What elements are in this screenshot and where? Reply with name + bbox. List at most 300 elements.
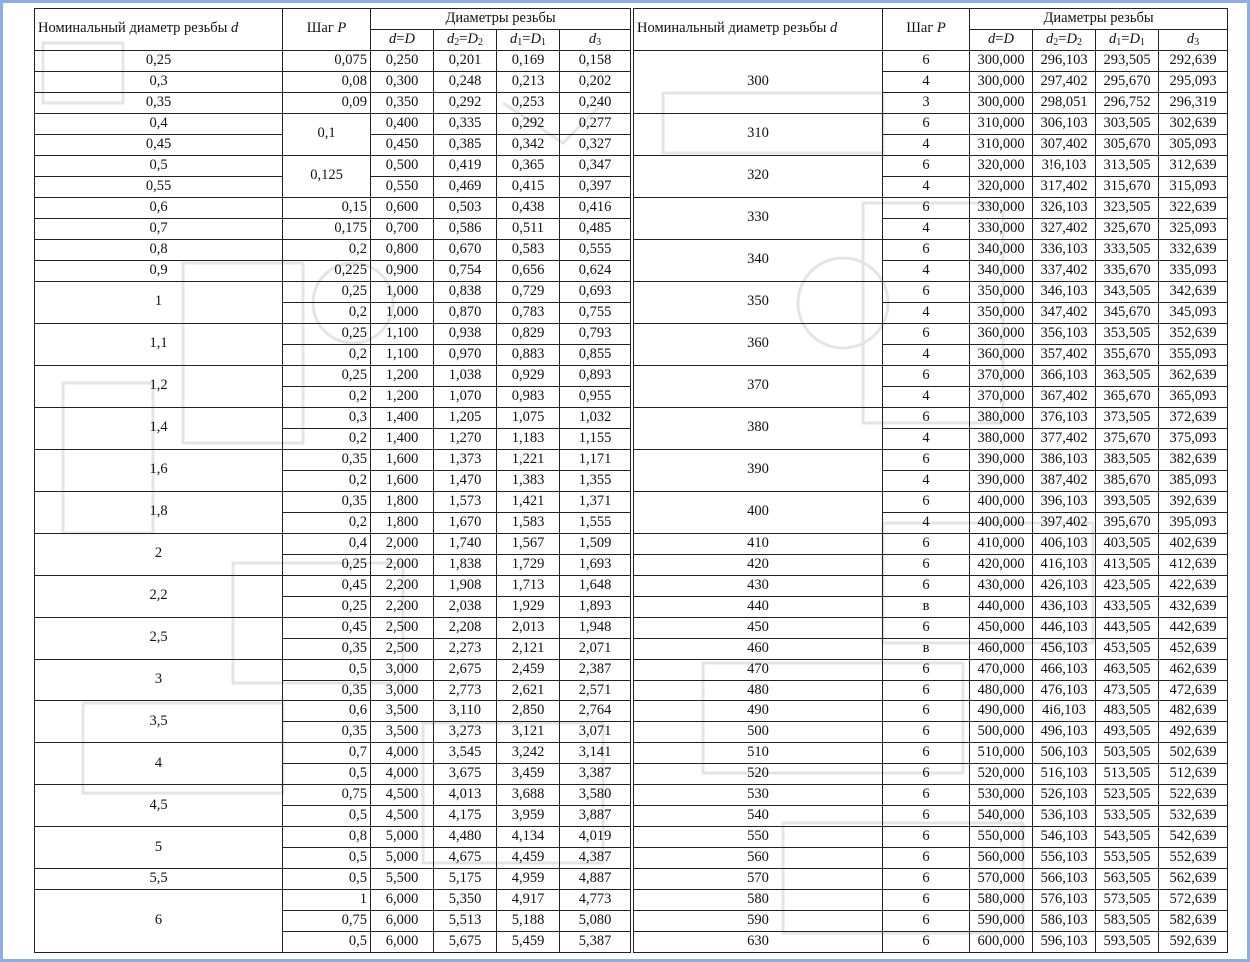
pitch-cell: 0,2 <box>283 302 371 323</box>
diameter-value-cell: 496,103 <box>1033 722 1096 743</box>
diameter-value-cell: 2,200 <box>371 596 434 617</box>
pitch-cell: 6 <box>883 617 970 638</box>
table-row <box>35 260 631 281</box>
pitch-cell: 6 <box>883 911 970 932</box>
diameter-value-cell: 0,870 <box>434 302 497 323</box>
diameter-value-cell: 5,675 <box>434 932 497 953</box>
diameter-value-cell: 5,500 <box>371 869 434 890</box>
nominal-diameter-cell: 2 <box>35 533 283 575</box>
diameter-value-cell: 3,121 <box>497 722 560 743</box>
pitch-cell: 4 <box>883 470 970 491</box>
diameter-value-cell: 3,242 <box>497 743 560 764</box>
nominal-diameter-cell: 4,5 <box>35 785 283 827</box>
diameter-value-cell: 372,639 <box>1159 407 1228 428</box>
diameter-value-cell: 553,505 <box>1096 848 1159 869</box>
diameter-value-cell: 493,505 <box>1096 722 1159 743</box>
nominal-diameter-cell: 320 <box>634 155 883 197</box>
diameter-value-cell: 303,505 <box>1096 113 1159 134</box>
diameter-value-cell: 305,670 <box>1096 134 1159 155</box>
diameter-value-cell: 420,000 <box>970 554 1033 575</box>
diameter-value-cell: 1,800 <box>371 491 434 512</box>
diameter-value-cell: 313,505 <box>1096 155 1159 176</box>
thread-table-left <box>34 8 631 953</box>
header-thread-diameters: Диаметры резьбы <box>371 9 631 30</box>
diameter-value-cell: 443,505 <box>1096 617 1159 638</box>
diameter-value-cell: 1,205 <box>434 407 497 428</box>
table-row <box>35 575 631 596</box>
nominal-diameter-cell: 0,55 <box>35 176 283 197</box>
diameter-value-cell: 382,639 <box>1159 449 1228 470</box>
pitch-cell: 0,3 <box>283 407 371 428</box>
pitch-cell: 0,225 <box>283 260 371 281</box>
table-row <box>634 575 1228 596</box>
diameter-value-cell: 315,093 <box>1159 176 1228 197</box>
diameter-value-cell: 330,000 <box>970 197 1033 218</box>
diameter-value-cell: 300,000 <box>970 92 1033 113</box>
diameter-value-cell: 296,103 <box>1033 50 1096 71</box>
pitch-cell: 6 <box>883 701 970 722</box>
header-sub-diameter: d=D <box>371 29 434 50</box>
diameter-value-cell: 337,402 <box>1033 260 1096 281</box>
diameter-value-cell: 1,155 <box>560 428 631 449</box>
nominal-diameter-cell: 6 <box>35 890 283 953</box>
table-row <box>634 911 1228 932</box>
diameter-value-cell: 436,103 <box>1033 596 1096 617</box>
table-row <box>35 701 631 722</box>
diameter-value-cell: 1,693 <box>560 554 631 575</box>
diameter-value-cell: 542,639 <box>1159 827 1228 848</box>
pitch-cell: 0,15 <box>283 197 371 218</box>
table-row <box>35 50 631 71</box>
table-row <box>634 449 1228 470</box>
diameter-value-cell: 386,103 <box>1033 449 1096 470</box>
pitch-cell: 0,25 <box>283 323 371 344</box>
pitch-cell: 6 <box>883 806 970 827</box>
diameter-value-cell: 6,000 <box>371 890 434 911</box>
diameter-value-cell: 530,000 <box>970 785 1033 806</box>
diameter-value-cell: 5,350 <box>434 890 497 911</box>
diameter-value-cell: 6,000 <box>371 911 434 932</box>
diameter-value-cell: 1,400 <box>371 407 434 428</box>
diameter-value-cell: 1,470 <box>434 470 497 491</box>
table-row <box>634 827 1228 848</box>
table-row <box>35 218 631 239</box>
diameter-value-cell: 375,093 <box>1159 428 1228 449</box>
table-row <box>35 365 631 386</box>
diameter-value-cell: 426,103 <box>1033 575 1096 596</box>
diameter-value-cell: 0,754 <box>434 260 497 281</box>
pitch-cell: 0,5 <box>283 806 371 827</box>
diameter-value-cell: 2,459 <box>497 659 560 680</box>
diameter-value-cell: 1,000 <box>371 281 434 302</box>
diameter-value-cell: 300,000 <box>970 71 1033 92</box>
table-row <box>634 680 1228 701</box>
diameter-value-cell: 295,670 <box>1096 71 1159 92</box>
diameter-value-cell: 513,505 <box>1096 764 1159 785</box>
diameter-value-cell: 413,505 <box>1096 554 1159 575</box>
pitch-cell: 0,5 <box>283 932 371 953</box>
pitch-cell: 0,2 <box>283 428 371 449</box>
diameter-value-cell: 297,402 <box>1033 71 1096 92</box>
diameter-value-cell: 320,000 <box>970 176 1033 197</box>
diameter-value-cell: 590,000 <box>970 911 1033 932</box>
table-row <box>634 554 1228 575</box>
header-nominal-diameter: Номинальный диаметр резьбы d <box>634 9 883 51</box>
nominal-diameter-cell: 1,1 <box>35 323 283 365</box>
diameter-value-cell: 576,103 <box>1033 890 1096 911</box>
diameter-value-cell: 365,670 <box>1096 386 1159 407</box>
table-row <box>634 365 1228 386</box>
diameter-value-cell: 0,300 <box>371 71 434 92</box>
diameter-value-cell: 0,693 <box>560 281 631 302</box>
table-row <box>634 764 1228 785</box>
diameter-value-cell: 1,583 <box>497 512 560 533</box>
diameter-value-cell: 522,639 <box>1159 785 1228 806</box>
diameter-value-cell: 600,000 <box>970 932 1033 953</box>
diameter-value-cell: 310,000 <box>970 134 1033 155</box>
diameter-value-cell: 2,773 <box>434 680 497 701</box>
diameter-value-cell: 4,175 <box>434 806 497 827</box>
diameter-value-cell: 333,505 <box>1096 239 1159 260</box>
diameter-value-cell: 583,505 <box>1096 911 1159 932</box>
table-row <box>634 239 1228 260</box>
diameter-value-cell: 0,350 <box>371 92 434 113</box>
diameter-value-cell: 520,000 <box>970 764 1033 785</box>
diameter-value-cell: 342,639 <box>1159 281 1228 302</box>
diameter-value-cell: 0,450 <box>371 134 434 155</box>
diameter-value-cell: 3,959 <box>497 806 560 827</box>
diameter-value-cell: 3,000 <box>371 680 434 701</box>
nominal-diameter-cell: 480 <box>634 680 883 701</box>
diameter-value-cell: 2,571 <box>560 680 631 701</box>
diameter-value-cell: 516,103 <box>1033 764 1096 785</box>
diameter-value-cell: 2,208 <box>434 617 497 638</box>
diameter-value-cell: 0,511 <box>497 218 560 239</box>
pitch-cell: 6 <box>883 323 970 344</box>
pitch-cell: 0,6 <box>283 701 371 722</box>
diameter-value-cell: 1,200 <box>371 386 434 407</box>
nominal-diameter-cell: 470 <box>634 659 883 680</box>
diameter-value-cell: 1,838 <box>434 554 497 575</box>
header-thread-diameters: Диаметры резьбы <box>970 9 1228 30</box>
diameter-value-cell: 0,158 <box>560 50 631 71</box>
diameter-value-cell: 353,505 <box>1096 323 1159 344</box>
pitch-cell: 0,5 <box>283 848 371 869</box>
table-row <box>35 113 631 134</box>
diameter-value-cell: 0,855 <box>560 344 631 365</box>
diameter-value-cell: 0,583 <box>497 239 560 260</box>
nominal-diameter-cell: 490 <box>634 701 883 722</box>
diameter-value-cell: 0,342 <box>497 134 560 155</box>
diameter-value-cell: 422,639 <box>1159 575 1228 596</box>
table-row <box>634 617 1228 638</box>
diameter-value-cell: 326,103 <box>1033 197 1096 218</box>
diameter-value-cell: 1,100 <box>371 323 434 344</box>
diameter-value-cell: 360,000 <box>970 323 1033 344</box>
diameter-value-cell: 4,134 <box>497 827 560 848</box>
table-row <box>634 596 1228 617</box>
diameter-value-cell: 0,970 <box>434 344 497 365</box>
pitch-cell: 6 <box>883 680 970 701</box>
diameter-value-cell: 573,505 <box>1096 890 1159 911</box>
diameter-value-cell: 442,639 <box>1159 617 1228 638</box>
nominal-diameter-cell: 0,6 <box>35 197 283 218</box>
pitch-cell: 6 <box>883 554 970 575</box>
pitch-cell: 0,35 <box>283 449 371 470</box>
diameter-value-cell: 582,639 <box>1159 911 1228 932</box>
diameter-value-cell: 1,929 <box>497 596 560 617</box>
diameter-value-cell: 1,509 <box>560 533 631 554</box>
diameter-value-cell: 0,253 <box>497 92 560 113</box>
pitch-cell: 0,8 <box>283 827 371 848</box>
nominal-diameter-cell: 0,3 <box>35 71 283 92</box>
diameter-value-cell: 298,051 <box>1033 92 1096 113</box>
diameter-value-cell: 0,586 <box>434 218 497 239</box>
pitch-cell: 0,4 <box>283 533 371 554</box>
pitch-cell: 0,5 <box>283 659 371 680</box>
diameter-value-cell: 412,639 <box>1159 554 1228 575</box>
diameter-value-cell: 446,103 <box>1033 617 1096 638</box>
diameter-value-cell: 0,783 <box>497 302 560 323</box>
diameter-value-cell: 1,948 <box>560 617 631 638</box>
diameter-value-cell: 345,093 <box>1159 302 1228 323</box>
diameter-value-cell: 327,402 <box>1033 218 1096 239</box>
diameter-value-cell: 580,000 <box>970 890 1033 911</box>
table-row <box>35 449 631 470</box>
table-row <box>634 113 1228 134</box>
diameter-value-cell: 307,402 <box>1033 134 1096 155</box>
diameter-value-cell: 0,729 <box>497 281 560 302</box>
diameter-value-cell: 395,093 <box>1159 512 1228 533</box>
table-row <box>35 197 631 218</box>
diameter-value-cell: 317,402 <box>1033 176 1096 197</box>
table-row <box>35 743 631 764</box>
diameter-value-cell: 0,347 <box>560 155 631 176</box>
diameter-value-cell: 305,093 <box>1159 134 1228 155</box>
diameter-value-cell: 5,459 <box>497 932 560 953</box>
diameter-value-cell: 5,175 <box>434 869 497 890</box>
diameter-value-cell: 356,103 <box>1033 323 1096 344</box>
diameter-value-cell: 0,983 <box>497 386 560 407</box>
diameter-value-cell: 472,639 <box>1159 680 1228 701</box>
diameter-value-cell: 0,240 <box>560 92 631 113</box>
diameter-value-cell: 2,121 <box>497 638 560 659</box>
diameter-value-cell: 0,829 <box>497 323 560 344</box>
diameter-value-cell: 3,500 <box>371 722 434 743</box>
diameter-value-cell: 1,371 <box>560 491 631 512</box>
pitch-cell: 4 <box>883 176 970 197</box>
diameter-value-cell: 1,893 <box>560 596 631 617</box>
pitch-cell: 6 <box>883 491 970 512</box>
diameter-value-cell: 380,000 <box>970 407 1033 428</box>
nominal-diameter-cell: 3,5 <box>35 701 283 743</box>
nominal-diameter-cell: 1,6 <box>35 449 283 491</box>
pitch-cell: 0,75 <box>283 911 371 932</box>
diameter-value-cell: 390,000 <box>970 449 1033 470</box>
diameter-value-cell: 540,000 <box>970 806 1033 827</box>
diameter-value-cell: 5,000 <box>371 848 434 869</box>
diameter-value-cell: 1,600 <box>371 449 434 470</box>
diameter-value-cell: 302,639 <box>1159 113 1228 134</box>
header-sub-diameter: $d_2=D_2$ <box>434 29 497 50</box>
table-row <box>634 869 1228 890</box>
pitch-cell: 4 <box>883 134 970 155</box>
nominal-diameter-cell: 0,9 <box>35 260 283 281</box>
table-row <box>35 890 631 911</box>
diameter-value-cell: 0,485 <box>560 218 631 239</box>
diameter-value-cell: 463,505 <box>1096 659 1159 680</box>
nominal-diameter-cell: 400 <box>634 491 883 533</box>
nominal-diameter-cell: 410 <box>634 533 883 554</box>
pitch-cell: 4 <box>883 344 970 365</box>
table-row <box>634 155 1228 176</box>
pitch-cell: 6 <box>883 113 970 134</box>
diameter-value-cell: 0,600 <box>371 197 434 218</box>
diameter-value-cell: 512,639 <box>1159 764 1228 785</box>
nominal-diameter-cell: 5,5 <box>35 869 283 890</box>
diameter-value-cell: 473,505 <box>1096 680 1159 701</box>
pitch-cell: 0,175 <box>283 218 371 239</box>
diameter-value-cell: 0,397 <box>560 176 631 197</box>
pitch-cell: 6 <box>883 575 970 596</box>
diameter-value-cell: 320,000 <box>970 155 1033 176</box>
diameter-value-cell: 523,505 <box>1096 785 1159 806</box>
diameter-value-cell: 0,838 <box>434 281 497 302</box>
diameter-value-cell: 1,421 <box>497 491 560 512</box>
diameter-value-cell: 370,000 <box>970 386 1033 407</box>
table-row <box>634 50 1228 71</box>
diameter-value-cell: 1,400 <box>371 428 434 449</box>
diameter-value-cell: 432,639 <box>1159 596 1228 617</box>
diameter-value-cell: 592,639 <box>1159 932 1228 953</box>
diameter-value-cell: 0,415 <box>497 176 560 197</box>
nominal-diameter-cell: 340 <box>634 239 883 281</box>
diameter-value-cell: 296,752 <box>1096 92 1159 113</box>
diameter-value-cell: 1,670 <box>434 512 497 533</box>
diameter-value-cell: 0,500 <box>371 155 434 176</box>
diameter-value-cell: 340,000 <box>970 239 1033 260</box>
nominal-diameter-cell: 450 <box>634 617 883 638</box>
diameter-value-cell: 3,000 <box>371 659 434 680</box>
diameter-value-cell: 1,729 <box>497 554 560 575</box>
table-row <box>634 722 1228 743</box>
diameter-value-cell: 0,277 <box>560 113 631 134</box>
diameter-value-cell: 0,248 <box>434 71 497 92</box>
diameter-value-cell: 490,000 <box>970 701 1033 722</box>
table-row <box>634 785 1228 806</box>
pitch-cell: 4 <box>883 218 970 239</box>
table-row <box>35 617 631 638</box>
diameter-value-cell: 552,639 <box>1159 848 1228 869</box>
nominal-diameter-cell: 550 <box>634 827 883 848</box>
diameter-value-cell: 0,469 <box>434 176 497 197</box>
table-row <box>634 638 1228 659</box>
table-row <box>634 848 1228 869</box>
diameter-value-cell: 532,639 <box>1159 806 1228 827</box>
diameter-value-cell: 370,000 <box>970 365 1033 386</box>
table-row <box>634 932 1228 953</box>
diameter-value-cell: 363,505 <box>1096 365 1159 386</box>
diameter-value-cell: 346,103 <box>1033 281 1096 302</box>
diameter-value-cell: 0,893 <box>560 365 631 386</box>
diameter-value-cell: 4,959 <box>497 869 560 890</box>
diameter-value-cell: 4,013 <box>434 785 497 806</box>
diameter-value-cell: 315,670 <box>1096 176 1159 197</box>
diameter-value-cell: 4,773 <box>560 890 631 911</box>
diameter-value-cell: 0,503 <box>434 197 497 218</box>
diameter-value-cell: 0,327 <box>560 134 631 155</box>
nominal-diameter-cell: 500 <box>634 722 883 743</box>
diameter-value-cell: 400,000 <box>970 491 1033 512</box>
pitch-cell: 0,35 <box>283 722 371 743</box>
nominal-diameter-cell: 520 <box>634 764 883 785</box>
pitch-cell: 6 <box>883 743 970 764</box>
diameter-value-cell: 462,639 <box>1159 659 1228 680</box>
pitch-cell: 0,09 <box>283 92 371 113</box>
diameter-value-cell: 536,103 <box>1033 806 1096 827</box>
diameter-value-cell: 0,929 <box>497 365 560 386</box>
diameter-value-cell: 0,656 <box>497 260 560 281</box>
diameter-value-cell: 0,419 <box>434 155 497 176</box>
diameter-value-cell: 0,400 <box>371 113 434 134</box>
nominal-diameter-cell: 4 <box>35 743 283 785</box>
diameter-value-cell: 470,000 <box>970 659 1033 680</box>
diameter-value-cell: 0,213 <box>497 71 560 92</box>
pitch-cell: 1 <box>283 890 371 911</box>
nominal-diameter-cell: 560 <box>634 848 883 869</box>
diameter-value-cell: 385,093 <box>1159 470 1228 491</box>
pitch-cell: 0,2 <box>283 512 371 533</box>
pitch-cell: 0,25 <box>283 554 371 575</box>
diameter-value-cell: 543,505 <box>1096 827 1159 848</box>
diameter-value-cell: 546,103 <box>1033 827 1096 848</box>
pitch-cell: 4 <box>883 71 970 92</box>
diameter-value-cell: 430,000 <box>970 575 1033 596</box>
diameter-value-cell: 292,639 <box>1159 50 1228 71</box>
diameter-value-cell: 3,459 <box>497 764 560 785</box>
diameter-value-cell: 355,670 <box>1096 344 1159 365</box>
header-pitch: Шаг P <box>883 9 970 51</box>
header-pitch: Шаг P <box>283 9 371 51</box>
diameter-value-cell: 1,573 <box>434 491 497 512</box>
diameter-value-cell: 4,500 <box>371 806 434 827</box>
nominal-diameter-cell: 2,5 <box>35 617 283 659</box>
diameter-value-cell: 563,505 <box>1096 869 1159 890</box>
table-row <box>35 491 631 512</box>
diameter-value-cell: 2,500 <box>371 617 434 638</box>
diameter-value-cell: 300,000 <box>970 50 1033 71</box>
pitch-cell: 0,35 <box>283 491 371 512</box>
diameter-value-cell: 0,700 <box>371 218 434 239</box>
pitch-cell: 6 <box>883 659 970 680</box>
pitch-cell: 6 <box>883 155 970 176</box>
nominal-diameter-cell: 590 <box>634 911 883 932</box>
diameter-value-cell: 402,639 <box>1159 533 1228 554</box>
diameter-value-cell: 2,621 <box>497 680 560 701</box>
table-row <box>634 701 1228 722</box>
pitch-cell: 0,08 <box>283 71 371 92</box>
diameter-value-cell: 306,103 <box>1033 113 1096 134</box>
diameter-value-cell: 1,183 <box>497 428 560 449</box>
diameter-value-cell: 0,955 <box>560 386 631 407</box>
diameter-value-cell: 312,639 <box>1159 155 1228 176</box>
diameter-value-cell: 562,639 <box>1159 869 1228 890</box>
diameter-value-cell: 2,273 <box>434 638 497 659</box>
diameter-value-cell: 3,545 <box>434 743 497 764</box>
diameter-value-cell: 533,505 <box>1096 806 1159 827</box>
diameter-value-cell: 350,000 <box>970 281 1033 302</box>
nominal-diameter-cell: 430 <box>634 575 883 596</box>
